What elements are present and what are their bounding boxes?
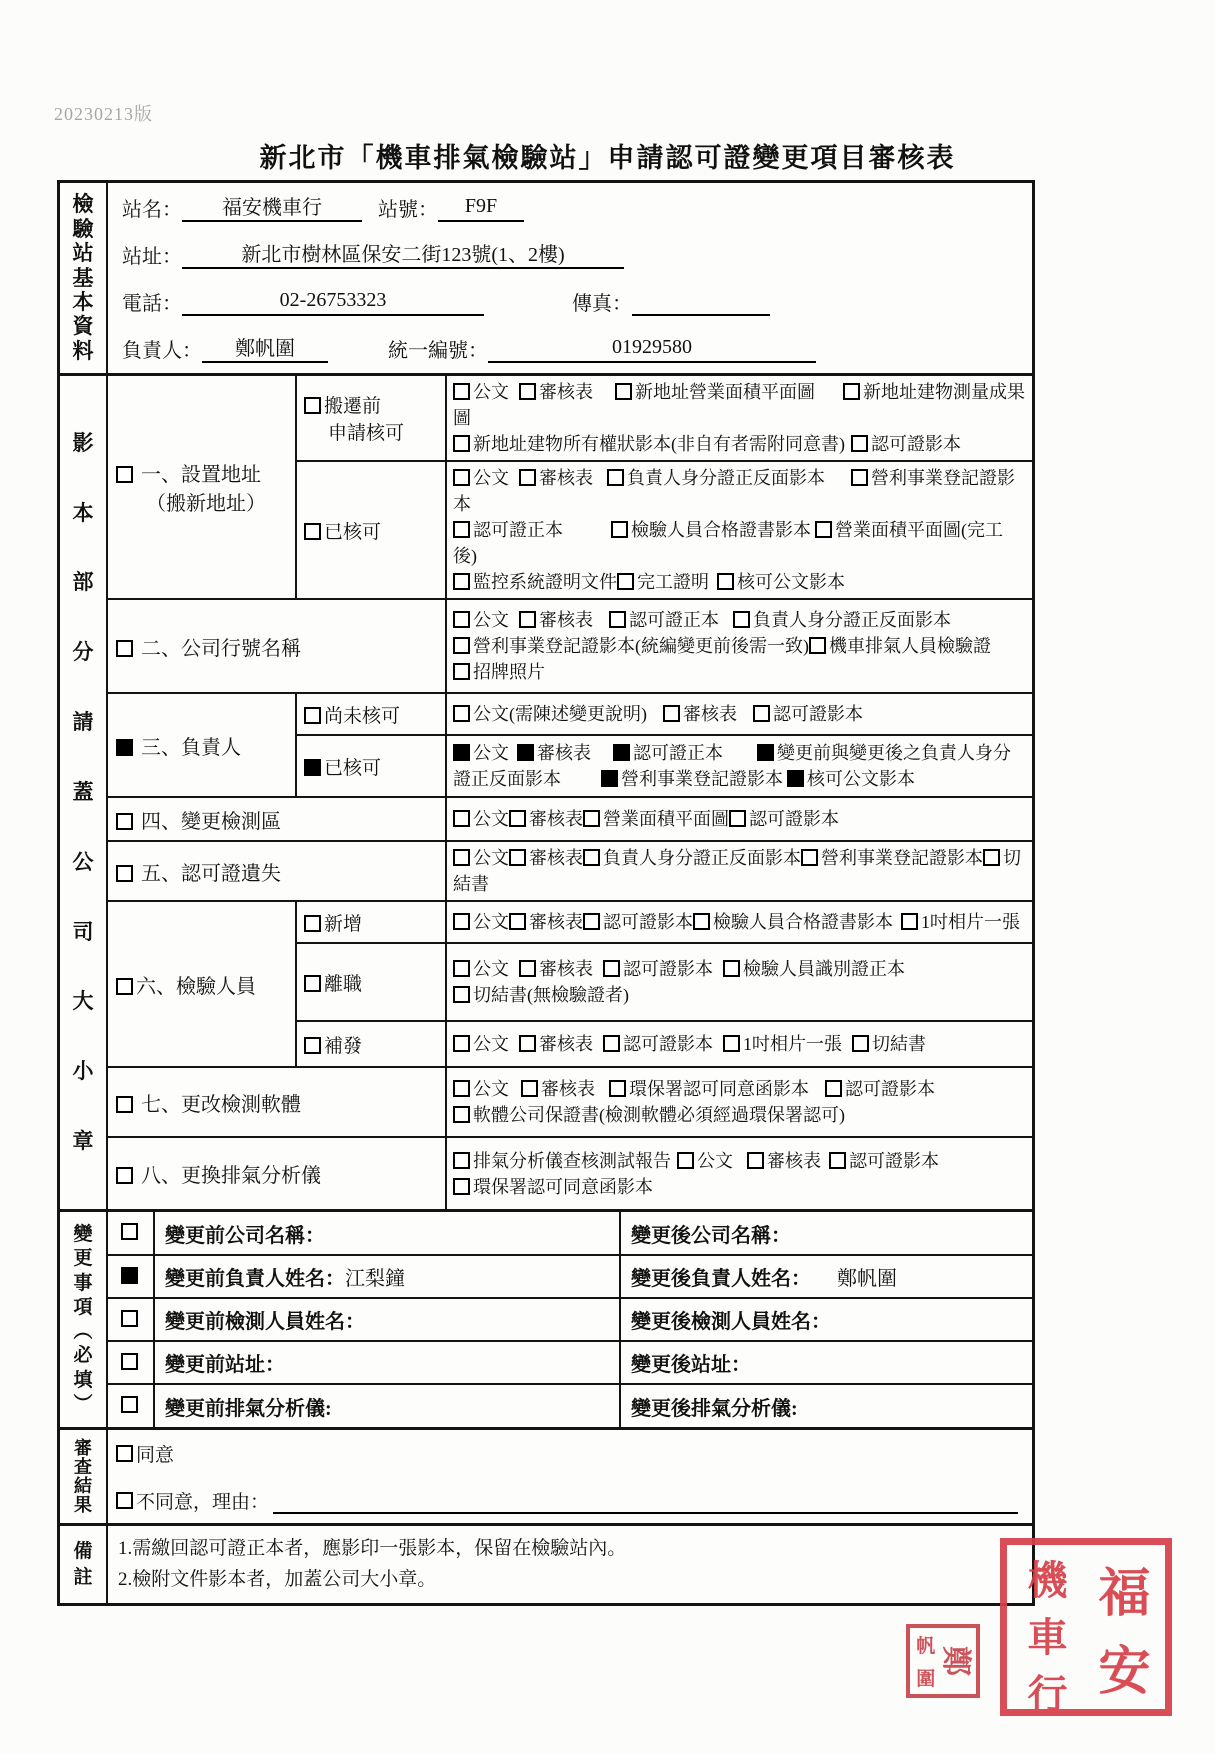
doc-label: 新地址營業面積平面圖: [635, 382, 815, 402]
before-address-label: 變更前站址：: [165, 1354, 285, 1376]
required-docs-1a: [446, 376, 1032, 461]
phone-value[interactable]: 02-26753323: [182, 289, 484, 316]
doc-label: 認可證影本: [603, 912, 693, 932]
doc-checkbox[interactable]: [519, 960, 536, 977]
doc-checkbox[interactable]: [717, 573, 734, 590]
station-address-value[interactable]: 新北市樹林區保安二街123號(1、2樓): [182, 238, 624, 269]
category-8-label: 八、更換排氣分析儀: [141, 1165, 321, 1187]
doc-checkbox[interactable]: [509, 810, 526, 827]
doc-checkbox[interactable]: [729, 810, 746, 827]
required-docs-5: [446, 841, 1032, 901]
subcategory-6c-label: 補發: [324, 1035, 363, 1057]
doc-checkbox[interactable]: [609, 611, 626, 628]
doc-checkbox[interactable]: [519, 469, 536, 486]
subcategory-6c-checkbox[interactable]: [304, 1037, 321, 1054]
doc-checkbox[interactable]: [519, 1035, 536, 1052]
doc-label: 變更前與變更後之負責人身分證正反面影本: [453, 743, 1011, 789]
required-docs-1b: [446, 461, 1032, 599]
section-copies-label: 影 本 部 分 請 蓋 公 司 大 小 章: [60, 376, 108, 1209]
doc-label: 檢驗人員合格證書影本: [631, 520, 811, 540]
category-5-label: 五、認可證遺失: [141, 862, 281, 885]
doc-label: 切結書: [872, 1034, 926, 1054]
doc-checkbox[interactable]: [519, 383, 536, 400]
doc-checkbox[interactable]: [693, 913, 710, 930]
doc-label: 營利事業登記證影本: [453, 468, 1015, 514]
subcategory-6b-checkbox[interactable]: [304, 975, 321, 992]
category-5-checkbox[interactable]: [116, 865, 133, 882]
doc-label: 審核表: [539, 382, 593, 402]
doc-label: 營業面積平面圖: [603, 809, 729, 829]
uniform-no-value[interactable]: 01929580: [488, 336, 816, 363]
section-review-label: 審 查 結 果: [60, 1430, 108, 1523]
required-docs-6c: [446, 1021, 1032, 1067]
doc-checkbox[interactable]: [825, 1080, 842, 1097]
doc-label: 環保署認可同意函影本: [629, 1079, 809, 1099]
doc-label: 營利事業登記證影本: [621, 769, 783, 789]
company-seal-char: 車: [1027, 1615, 1068, 1660]
subcategory-1a-checkbox[interactable]: [304, 397, 321, 414]
category-6-inspector: [108, 901, 296, 1067]
station-name-label: 站名：: [122, 199, 182, 221]
doc-label: 審核表: [529, 848, 583, 868]
phone-label: 電話：: [122, 293, 182, 315]
doc-checkbox[interactable]: [603, 960, 620, 977]
doc-label: 公文: [697, 1150, 733, 1171]
doc-checkbox[interactable]: [733, 611, 750, 628]
subcategory-1a: [296, 376, 446, 461]
station-address-row: [108, 230, 1032, 277]
category-7-checkbox[interactable]: [116, 1096, 133, 1113]
doc-checkbox[interactable]: [453, 573, 470, 590]
doc-label: 負責人身分證正反面影本: [627, 468, 825, 488]
doc-checkbox[interactable]: [852, 1035, 869, 1052]
category-1-address: [108, 376, 296, 599]
doc-label: 審核表: [683, 704, 737, 724]
doc-checkbox[interactable]: [851, 469, 868, 486]
doc-label: 營業面積平面圖(完工後): [453, 520, 1003, 566]
category-2-checkbox[interactable]: [116, 640, 133, 657]
after-owner-value[interactable]: 鄭帆圍: [837, 1268, 897, 1290]
doc-checkbox[interactable]: [453, 1152, 470, 1169]
doc-label: 認可證正本: [629, 610, 719, 630]
change-company-checkbox[interactable]: [121, 1223, 138, 1240]
doc-checkbox[interactable]: [723, 960, 740, 977]
doc-label: 審核表: [537, 743, 591, 763]
before-company-label: 變更前公司名稱：: [165, 1224, 325, 1247]
doc-label: 監控系統證明文件: [473, 572, 617, 592]
doc-label: 公文: [473, 959, 509, 979]
doc-label: 公文: [473, 848, 509, 868]
company-seal-char: 機: [1027, 1558, 1068, 1603]
doc-checkbox[interactable]: [851, 435, 868, 452]
doc-checkbox[interactable]: [453, 1035, 470, 1052]
doc-label: 公文: [473, 743, 509, 763]
doc-label: 審核表: [539, 468, 593, 488]
section-changes: [60, 1209, 1032, 1427]
doc-label: 負責人身分證正反面影本: [603, 848, 801, 868]
doc-checkbox[interactable]: [583, 913, 600, 930]
doc-checkbox[interactable]: [677, 1152, 694, 1169]
doc-checkbox[interactable]: [453, 1178, 470, 1195]
category-3-owner: [108, 693, 296, 797]
subcategory-1b: [296, 461, 446, 599]
section-copies: [60, 373, 1032, 1209]
doc-label: 審核表: [529, 912, 583, 932]
category-4-label: 四、變更檢測區: [141, 810, 281, 833]
before-inspector-label: 變更前檢測人員姓名：: [165, 1311, 365, 1333]
personal-seal-char: 帆: [916, 1636, 936, 1657]
doc-label: 機車排氣人員檢驗證: [829, 636, 991, 656]
row-2-company-name: [108, 599, 1032, 693]
doc-checkbox[interactable]: [453, 637, 470, 654]
change-row-address: [108, 1341, 1032, 1384]
category-6-label: 六、檢驗人員: [136, 975, 256, 998]
category-6-checkbox[interactable]: [116, 978, 133, 995]
required-docs-6a: [446, 901, 1032, 943]
doc-label: 公文: [473, 1034, 509, 1054]
required-docs-6b: [446, 943, 1032, 1021]
doc-checkbox[interactable]: [509, 913, 526, 930]
doc-label: 審核表: [767, 1150, 821, 1171]
doc-checkbox[interactable]: [607, 469, 624, 486]
doc-checkbox[interactable]: [453, 744, 470, 761]
category-3-checkbox[interactable]: [116, 739, 133, 756]
doc-checkbox[interactable]: [829, 1152, 846, 1169]
form-title: 新北市「機車排氣檢驗站」申請認可證變更項目審核表: [259, 143, 956, 173]
subcategory-1a-label: 搬遷前: [324, 396, 382, 417]
row-3a-owner-not-approved: [108, 693, 1032, 735]
category-1-checkbox[interactable]: [116, 466, 133, 483]
row-1a-relocation-before: [108, 376, 1032, 461]
doc-label: 認可證影本: [871, 434, 961, 454]
change-row-inspector: [108, 1298, 1032, 1341]
doc-label: 切結書(無檢驗證者): [473, 985, 629, 1005]
doc-label: 環保署認可同意函影本: [473, 1176, 653, 1197]
doc-label: 1吋相片一張: [743, 1034, 842, 1054]
note-line-2: 2.檢附文件影本者，加蓋公司大小章。: [118, 1569, 437, 1590]
doc-checkbox[interactable]: [601, 770, 618, 787]
required-docs-4: [446, 797, 1032, 841]
station-name-value[interactable]: 福安機車行: [182, 191, 362, 222]
doc-label: 核可公文影本: [737, 572, 845, 592]
section-basic-info-label: 檢 驗 站 基 本 資 料: [60, 183, 108, 373]
doc-label: 新地址建物所有權狀影本(非自有者需附同意書): [473, 434, 845, 454]
review-form-table: [57, 180, 1035, 1606]
doc-checkbox[interactable]: [453, 705, 470, 722]
doc-label: 排氣分析儀查核測試報告: [473, 1150, 671, 1171]
doc-label: 檢驗人員合格證書影本: [713, 912, 893, 932]
doc-checkbox[interactable]: [453, 383, 470, 400]
doc-checkbox[interactable]: [613, 744, 630, 761]
doc-label: 認可證影本: [849, 1150, 939, 1171]
company-seal-char: 福: [1098, 1565, 1151, 1623]
change-inspector-checkbox[interactable]: [121, 1310, 138, 1327]
change-row-owner: [108, 1255, 1032, 1298]
doc-label: 認可證影本: [623, 1034, 713, 1054]
company-seal-char: 安: [1098, 1643, 1151, 1701]
before-analyzer-label: 變更前排氣分析儀:: [165, 1397, 332, 1420]
category-8-checkbox[interactable]: [116, 1167, 133, 1184]
section-changes-label: 變 更 事 項 ︵ 必 填 ︶: [60, 1212, 108, 1427]
category-1-label-2: （搬新地址）: [146, 493, 266, 515]
doc-label: 負責人身分證正反面影本: [753, 610, 951, 630]
agree-label: 同意: [136, 1445, 175, 1466]
doc-label: 公文: [473, 610, 509, 630]
disagree-line: [108, 1477, 1032, 1524]
doc-checkbox[interactable]: [453, 1080, 470, 1097]
category-7-software: [108, 1067, 446, 1137]
doc-checkbox[interactable]: [509, 849, 526, 866]
doc-label: 認可證影本: [773, 704, 863, 724]
disagree-label: 不同意，理由：: [136, 1492, 270, 1513]
subcategory-1b-checkbox[interactable]: [304, 523, 321, 540]
phone-fax-row: [108, 277, 1032, 324]
owner-row: [108, 324, 1032, 371]
doc-checkbox[interactable]: [453, 435, 470, 452]
required-docs-8: [446, 1137, 1032, 1209]
required-docs-3a: [446, 693, 1032, 735]
doc-label: 認可證正本: [633, 743, 723, 763]
doc-checkbox[interactable]: [611, 521, 628, 538]
doc-checkbox[interactable]: [801, 849, 818, 866]
row-8-analyzer: [108, 1137, 1032, 1209]
subcategory-6a-checkbox[interactable]: [304, 915, 321, 932]
version-label: 20230213版: [54, 104, 153, 124]
company-seal-char: 行: [1027, 1672, 1068, 1717]
owner-label: 負責人：: [122, 340, 202, 362]
agree-checkbox[interactable]: [116, 1445, 133, 1462]
after-company-label: 變更後公司名稱：: [631, 1224, 791, 1247]
doc-checkbox[interactable]: [609, 1080, 626, 1097]
doc-checkbox[interactable]: [583, 810, 600, 827]
subcategory-1a-label-2: 申請核可: [328, 423, 405, 444]
doc-label: 審核表: [539, 610, 593, 630]
after-owner-label: 變更後負責人姓名：: [631, 1268, 811, 1290]
doc-label: 新地址建物測量成果圖: [453, 382, 1025, 428]
change-address-checkbox[interactable]: [121, 1353, 138, 1370]
station-address-label: 站址：: [122, 246, 182, 268]
doc-label: 完工證明: [637, 572, 709, 592]
row-4-test-area: [108, 797, 1032, 841]
subcategory-6b: [296, 943, 446, 1021]
doc-checkbox[interactable]: [757, 744, 774, 761]
subcategory-3a: [296, 693, 446, 735]
doc-checkbox[interactable]: [723, 1035, 740, 1052]
doc-label: 審核表: [539, 959, 593, 979]
doc-checkbox[interactable]: [583, 849, 600, 866]
change-row-company: [108, 1212, 1032, 1255]
category-1-label: 一、設置地址: [141, 464, 261, 486]
after-analyzer-label: 變更後排氣分析儀:: [631, 1397, 798, 1420]
doc-checkbox[interactable]: [453, 849, 470, 866]
doc-label: 核可公文影本: [807, 769, 915, 789]
doc-label: 切結書: [453, 848, 1021, 894]
doc-label: 招牌照片: [473, 662, 545, 682]
doc-label: 審核表: [539, 1034, 593, 1054]
subcategory-6b-label: 離職: [324, 973, 363, 995]
doc-checkbox[interactable]: [615, 383, 632, 400]
required-docs-7: [446, 1067, 1032, 1137]
doc-checkbox[interactable]: [453, 663, 470, 680]
after-address-label: 變更後站址：: [631, 1354, 751, 1376]
category-5-lost-certificate: [108, 841, 446, 901]
doc-checkbox[interactable]: [519, 611, 536, 628]
section-review-result: [60, 1427, 1032, 1523]
personal-seal-char: 鄭: [938, 1646, 972, 1676]
subcategory-3a-label: 尚未核可: [324, 705, 401, 727]
fax-value[interactable]: [632, 289, 770, 316]
doc-label: 認可證正本: [473, 520, 563, 540]
doc-checkbox[interactable]: [453, 960, 470, 977]
doc-label: 認可證影本: [749, 809, 839, 829]
doc-checkbox[interactable]: [809, 637, 826, 654]
required-docs-2: [446, 599, 1032, 693]
category-3-label: 三、負責人: [141, 736, 241, 759]
doc-label: 檢驗人員識別證正本: [743, 959, 905, 979]
doc-label: 公文: [473, 468, 509, 488]
doc-checkbox[interactable]: [521, 1080, 538, 1097]
doc-label: 審核表: [541, 1079, 595, 1099]
doc-checkbox[interactable]: [453, 1106, 470, 1123]
doc-label: 營利事業登記證影本: [821, 848, 983, 868]
change-owner-checkbox[interactable]: [121, 1267, 138, 1284]
category-7-label: 七、更改檢測軟體: [141, 1093, 301, 1116]
station-code-value[interactable]: F9F: [438, 195, 524, 222]
doc-checkbox[interactable]: [453, 986, 470, 1003]
note-line-1: 1.需繳回認可證正本者，應影印一張影本，保留在檢驗站內。: [118, 1538, 627, 1559]
station-name-row: [108, 183, 1032, 230]
doc-checkbox[interactable]: [983, 849, 1000, 866]
doc-checkbox[interactable]: [453, 611, 470, 628]
uniform-no-label: 統一編號：: [388, 340, 488, 362]
doc-checkbox[interactable]: [517, 744, 534, 761]
doc-label: 公文(需陳述變更說明): [473, 704, 647, 724]
doc-label: 營利事業登記證影本(統編變更前後需一致): [473, 636, 809, 656]
personal-seal-stamp: [906, 1624, 980, 1698]
row-5-lost-certificate: [108, 841, 1032, 901]
change-row-analyzer: [108, 1384, 1032, 1427]
row-6a-inspector-new: [108, 901, 1032, 943]
subcategory-3b: [296, 735, 446, 797]
subcategory-3a-checkbox[interactable]: [304, 707, 321, 724]
doc-checkbox[interactable]: [753, 705, 770, 722]
subcategory-1b-label: 已核可: [324, 521, 382, 543]
subcategory-3b-label: 已核可: [324, 757, 382, 779]
subcategory-3b-checkbox[interactable]: [304, 759, 321, 776]
category-4-test-area: [108, 797, 446, 841]
doc-label: 認可證影本: [845, 1079, 935, 1099]
doc-checkbox[interactable]: [747, 1152, 764, 1169]
doc-checkbox[interactable]: [453, 521, 470, 538]
before-owner-value[interactable]: 江梨鐘: [345, 1268, 405, 1290]
category-8-analyzer: [108, 1137, 446, 1209]
section-notes: [60, 1523, 1032, 1603]
doc-label: 公文: [473, 912, 509, 932]
category-2-company-name: [108, 599, 446, 693]
doc-checkbox[interactable]: [901, 913, 918, 930]
section-basic-info: [60, 183, 1032, 373]
doc-checkbox[interactable]: [815, 521, 832, 538]
fax-label: 傳真：: [572, 293, 632, 315]
personal-seal-char: 圍: [916, 1669, 936, 1690]
required-docs-3b: [446, 735, 1032, 797]
row-7-software: [108, 1067, 1032, 1137]
doc-label: 1吋相片一張: [921, 912, 1020, 932]
change-analyzer-checkbox[interactable]: [121, 1396, 138, 1413]
doc-checkbox[interactable]: [787, 770, 804, 787]
category-4-checkbox[interactable]: [116, 813, 133, 830]
doc-label: 審核表: [529, 809, 583, 829]
subcategory-6a: [296, 901, 446, 943]
copies-grid: [108, 376, 1032, 1209]
disagree-reason-field[interactable]: [273, 1488, 1018, 1514]
agree-line: [108, 1430, 1032, 1477]
doc-checkbox[interactable]: [453, 810, 470, 827]
changes-grid: [108, 1212, 1032, 1427]
category-2-label: 二、公司行號名稱: [141, 637, 301, 660]
doc-label: 公文: [473, 809, 509, 829]
station-code-label: 站號：: [378, 199, 438, 221]
doc-label: 軟體公司保證書(檢測軟體必須經過環保署認可): [473, 1105, 845, 1125]
before-owner-label: 變更前負責人姓名：: [165, 1268, 345, 1290]
section-notes-label: 備 註: [60, 1526, 108, 1603]
owner-value[interactable]: 鄭帆圍: [202, 332, 328, 363]
doc-label: 公文: [473, 382, 509, 402]
doc-checkbox[interactable]: [603, 1035, 620, 1052]
doc-checkbox[interactable]: [453, 469, 470, 486]
subcategory-6a-label: 新增: [324, 913, 363, 935]
subcategory-6c: [296, 1021, 446, 1067]
doc-checkbox[interactable]: [617, 573, 634, 590]
doc-checkbox[interactable]: [843, 383, 860, 400]
disagree-checkbox[interactable]: [116, 1492, 133, 1509]
doc-checkbox[interactable]: [663, 705, 680, 722]
doc-label: 公文: [473, 1079, 509, 1099]
company-seal-stamp: [1000, 1538, 1172, 1716]
doc-checkbox[interactable]: [453, 913, 470, 930]
doc-label: 認可證影本: [623, 959, 713, 979]
after-inspector-label: 變更後檢測人員姓名：: [631, 1311, 831, 1333]
